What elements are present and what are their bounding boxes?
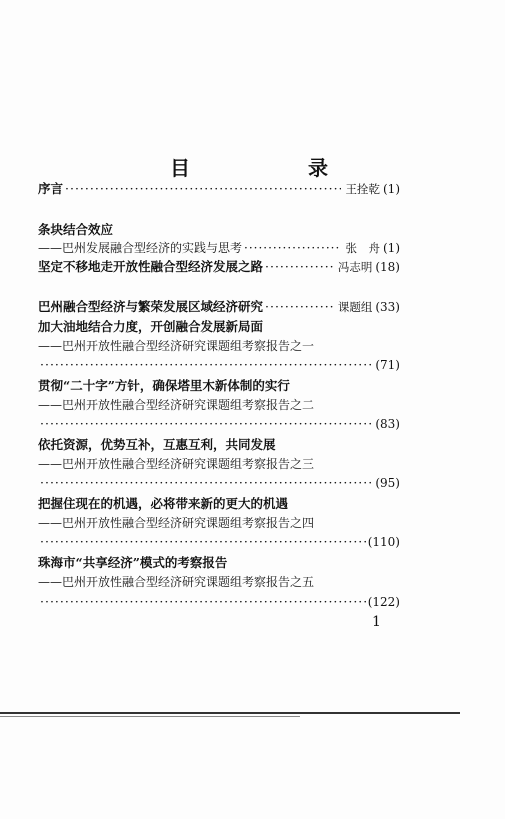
toc-entry-text: 贯彻“二十字”方针，确保塔里木新体制的实行 [38,378,290,393]
toc-entry-page: (122) [367,595,400,609]
toc-entry-subtitle[interactable] [38,515,400,531]
toc-entry-text: 把握住现在的机遇，必将带来新的更大的机遇 [38,496,289,511]
toc-entry-page: (71) [375,358,400,372]
toc-entry-page: (83) [375,417,400,431]
page-number: 1 [372,614,381,630]
toc-entry-text: 加大油地结合力度，开创融合发展新局面 [38,319,264,334]
toc-entry-page: (1) [383,182,400,196]
toc-entry-text: 坚定不移地走开放性融合型经济发展之路 [38,259,264,274]
toc-entry-page: (18) [375,260,400,274]
toc-entry-text: ——巴州开放性融合型经济研究课题组考察报告之五 [38,575,315,589]
leader-dots [65,181,340,197]
toc-entry-author: 张 舟 [345,241,380,255]
leader-dots [40,534,366,550]
toc-entry-title[interactable] [38,378,400,394]
toc-entry-text: 珠海市“共享经济”模式的考察报告 [38,555,228,570]
leader-dots [265,299,333,315]
toc-entry-page-line[interactable] [38,475,400,491]
toc-entry-page-line[interactable] [38,416,400,432]
toc-entry-text: 序言 [38,181,64,196]
toc-entry-title[interactable] [38,222,400,238]
leader-dots [265,259,333,275]
toc-entry-subtitle[interactable] [38,574,400,590]
toc-entry-subtitle[interactable] [38,456,400,472]
toc-entry-text: 条块结合效应 [38,222,114,237]
toc-title-right: 录 [308,156,330,180]
toc-entry-text: 巴州融合型经济与繁荣发展区域经济研究 [38,299,264,314]
toc-title [170,152,330,181]
leader-dots [40,594,366,610]
toc-entry-title[interactable] [38,299,400,315]
toc-entry-page: (110) [367,535,400,549]
toc-entry-text: ——巴州开放性融合型经济研究课题组考察报告之三 [38,457,315,471]
toc-entry-page-line[interactable] [38,594,400,610]
toc-entry-title[interactable] [38,496,400,512]
leader-dots [40,475,373,491]
toc-entry-subtitle[interactable] [38,240,400,256]
toc-entry-author: 王拴乾 [345,182,380,196]
toc-entry-author: 课题组 [337,300,373,314]
toc-entry-text: 依托资源，优势互补，互惠互利，共同发展 [38,437,276,452]
leader-dots [244,240,340,256]
toc-entry-subtitle[interactable] [38,338,400,354]
toc-entry-text: ——巴州开放性融合型经济研究课题组考察报告之二 [38,398,315,412]
toc-entry-page: (33) [375,300,400,314]
leader-dots [40,357,373,373]
toc-entry-preface[interactable] [38,181,400,197]
toc-entry-text: ——巴州开放性融合型经济研究课题组考察报告之一 [38,339,315,353]
toc-entry-page: (95) [375,476,400,490]
toc-entry-text: ——巴州发展融合型经济的实践与思考 [38,241,243,255]
toc-entry-page-line[interactable] [38,534,400,550]
toc-entry-title[interactable] [38,437,400,453]
bottom-rule [0,712,460,714]
toc-entry-page-line[interactable] [38,357,400,373]
toc-entry-text: ——巴州开放性融合型经济研究课题组考察报告之四 [38,516,315,530]
toc-entry-title[interactable] [38,555,400,571]
toc-entry-author: 冯志明 [337,260,373,274]
leader-dots [40,416,373,432]
toc-entry-subtitle[interactable] [38,397,400,413]
toc-entry-title[interactable] [38,319,400,335]
toc-entry-title[interactable] [38,259,400,275]
toc-entry-page: (1) [383,241,400,255]
bottom-rule-thin [0,716,300,717]
toc-title-left: 目 [170,156,192,180]
